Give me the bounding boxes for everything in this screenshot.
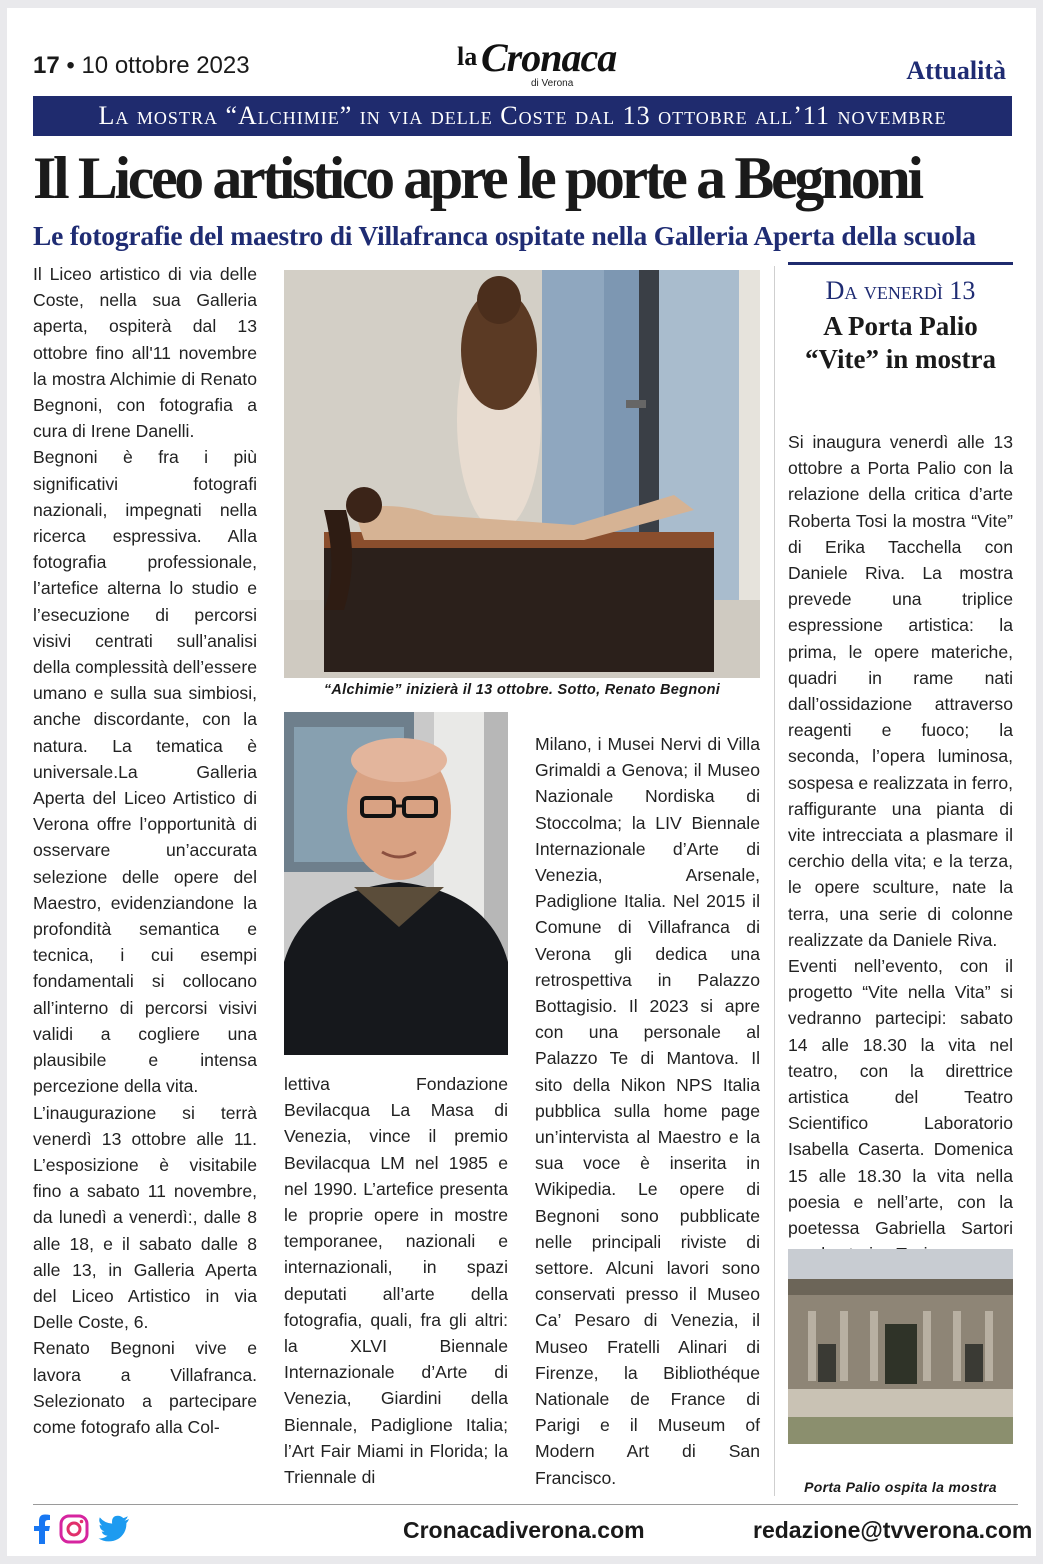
page-number: 17 bbox=[33, 52, 60, 79]
porta-palio-illustration bbox=[788, 1249, 1013, 1444]
issue-date: 10 ottobre 2023 bbox=[81, 52, 250, 79]
article-paragraph: Il Liceo artistico di via delle Coste, nella sua Galleria aperta, ospiterà dal 13 ottobre fino all'11 novembre la mostra Alchimie di Renato Begnoni, con fotografia a cura di Irene Danelli. bbox=[33, 264, 257, 442]
begnoni-portrait-photo bbox=[284, 712, 508, 1055]
portrait-illustration bbox=[284, 712, 508, 1055]
sidebar-top-rule bbox=[788, 262, 1013, 265]
sidebar-kicker: Da venerdì 13 bbox=[825, 276, 976, 305]
newspaper-logo bbox=[453, 34, 617, 92]
newspaper-page bbox=[7, 8, 1036, 1556]
article-paragraph: Milano, i Musei Nervi di Villa Grimaldi a Genova; il Museo Nazionale Nordiska di Stoccolma; la LIV Biennale Internazionale d’Arte di Venezia, Arsenale, Padiglione Italia. Nel 2015 il Comune di Villafranca di Verona gli dedica una retrospettiva in Palazzo Bottagisio. Il 2023 si apre con una personale al Palazzo Te di Mantova. Il sito della Nikon NPS Italia pubblica sulla home page un’intervista al Maestro e la sua voce è inserita in Wikipedia. Le opere di Begnoni sono pubblicate nelle principali riviste di settore. Alcuni lavori sono conservati presso il Museo Ca’ Pesaro di Venezia, il Museo Fratelli Alinari di Firenze, la Bibliothéque Nationale de France di Parigi e il Museum of Modern Art di San Francisco. bbox=[535, 734, 760, 1488]
subheadline: Le fotografie del maestro di Villafranca ospitate nella Galleria Aperta della scuola bbox=[33, 220, 976, 251]
article-column-2 bbox=[284, 1071, 508, 1490]
logo-cronaca: Cronaca bbox=[481, 35, 617, 80]
date-separator: • bbox=[59, 52, 82, 79]
sidebar-title: A Porta Palio “Vite” in mostra bbox=[805, 311, 996, 374]
footer-rule bbox=[33, 1504, 1018, 1505]
article-paragraph: Renato Begnoni vive e lavora a Villafranca. Selezionato a partecipare come fotografo alla Col- bbox=[33, 1338, 257, 1437]
kicker-banner: La mostra “Alchimie” in via delle Coste dal 13 ottobre all’11 novembre bbox=[33, 96, 1012, 136]
email-link[interactable]: redazione@tvverona.com bbox=[753, 1517, 1033, 1543]
twitter-icon[interactable] bbox=[98, 1515, 130, 1548]
alchimie-photo bbox=[284, 270, 760, 678]
instagram-icon[interactable] bbox=[59, 1514, 89, 1549]
section-label: Attualità bbox=[906, 56, 1006, 85]
porta-palio-photo bbox=[788, 1249, 1013, 1444]
sidebar-photo-caption: Porta Palio ospita la mostra bbox=[804, 1479, 997, 1495]
photo-caption: “Alchimie” inizierà il 13 ottobre. Sotto, Renato Begnoni bbox=[323, 682, 721, 698]
page-date-line bbox=[33, 52, 250, 80]
article-paragraph: Begnoni è fra i più significativi fotografi nazionali, impegnati nella ricerca espressiva. Alla fotografia professionale, l’artefice alterna lo studio e l’esecuzione di percorsi visivi centrati sull’analisi della complessità dell’essere umano e sulla sua simbiosi, anche discordante, con la natura. La tematica è universale.La Galleria Aperta del Liceo Artistico di Verona offre l’opportunità di osservare un’accurata selezione delle opere del Maestro, evidenziandone la profondità semantica e tecnica, i cui esempi fondamentali si collocano all’interno di percorsi visivi validi a cogliere una plausibile e intensa percezione della vita. bbox=[33, 447, 257, 1097]
sidebar-body bbox=[788, 429, 1013, 1268]
article-paragraph: lettiva Fondazione Bevilacqua La Masa di Venezia, vince il premio Bevilacqua LM nel 1985 e nel 1990. L’artefice presenta le proprie opere in mostre temporanee, nazionali e internazionali, in spazi deputati all’arte della fotografia, quali, fra gli altri: la XLVI Biennale Internazionale d’Arte di Venezia, Giardini della Biennale, Padiglione Italia; l’Art Fair Miami in Florida; la Triennale di bbox=[284, 1074, 508, 1488]
logo-verona: di Verona bbox=[531, 78, 574, 89]
website-link[interactable]: Cronacadiverona.com bbox=[403, 1517, 645, 1543]
sidebar-paragraph: Si inaugura venerdì alle 13 ottobre a Porta Palio con la relazione della critica d’arte Roberta Tosi la mostra “Vite” di Erika Tacchella con Daniele Riva. La mostra prevede una triplice espressione artistica: la prima, le opere materiche, quadri in rame nati dall’ossidazione attraverso reagenti e fuoco; la seconda, l’opera luminosa, sospesa e realizzata in ferro, raffigurante una pianta di vite intrecciata a plasmare il cerchio della vita; e la terza, le opere sculture, nate la terra, una serie di colonne realizzate da Daniele Riva. bbox=[788, 432, 1013, 950]
sidebar-paragraph: Eventi nell’evento, con il progetto “Vite nella Vita” si vedranno partecipi: sabato 14 alle 18.30 la vita nel teatro, con la direttrice artistica del Teatro Scientifico Laboratorio Isabella Caserta. Domenica 15 alle 18.30 la vita nella poesia e nell’arte, con la poetessa Gabriella Sartori bbox=[788, 956, 1013, 1239]
article-column-1 bbox=[33, 261, 257, 1440]
alchimie-photo-illustration bbox=[284, 270, 760, 678]
headline: Il Liceo artistico apre le porte a Begnoni bbox=[33, 145, 921, 211]
logo-la: la bbox=[457, 42, 478, 71]
social-icons bbox=[33, 1514, 134, 1548]
article-column-3 bbox=[535, 731, 760, 1491]
article-paragraph: L’inaugurazione si terrà venerdì 13 ottobre alle 11. L’esposizione è visitabile fino a sabato 11 novembre, da lunedì a venerdì:, dalle 8 alle 18, e il sabato dalle 8 alle 13, in Galleria Aperta del Liceo Artistico in via Delle Coste, 6. bbox=[33, 1102, 257, 1333]
facebook-icon[interactable] bbox=[33, 1514, 51, 1549]
column-divider bbox=[774, 266, 775, 1496]
